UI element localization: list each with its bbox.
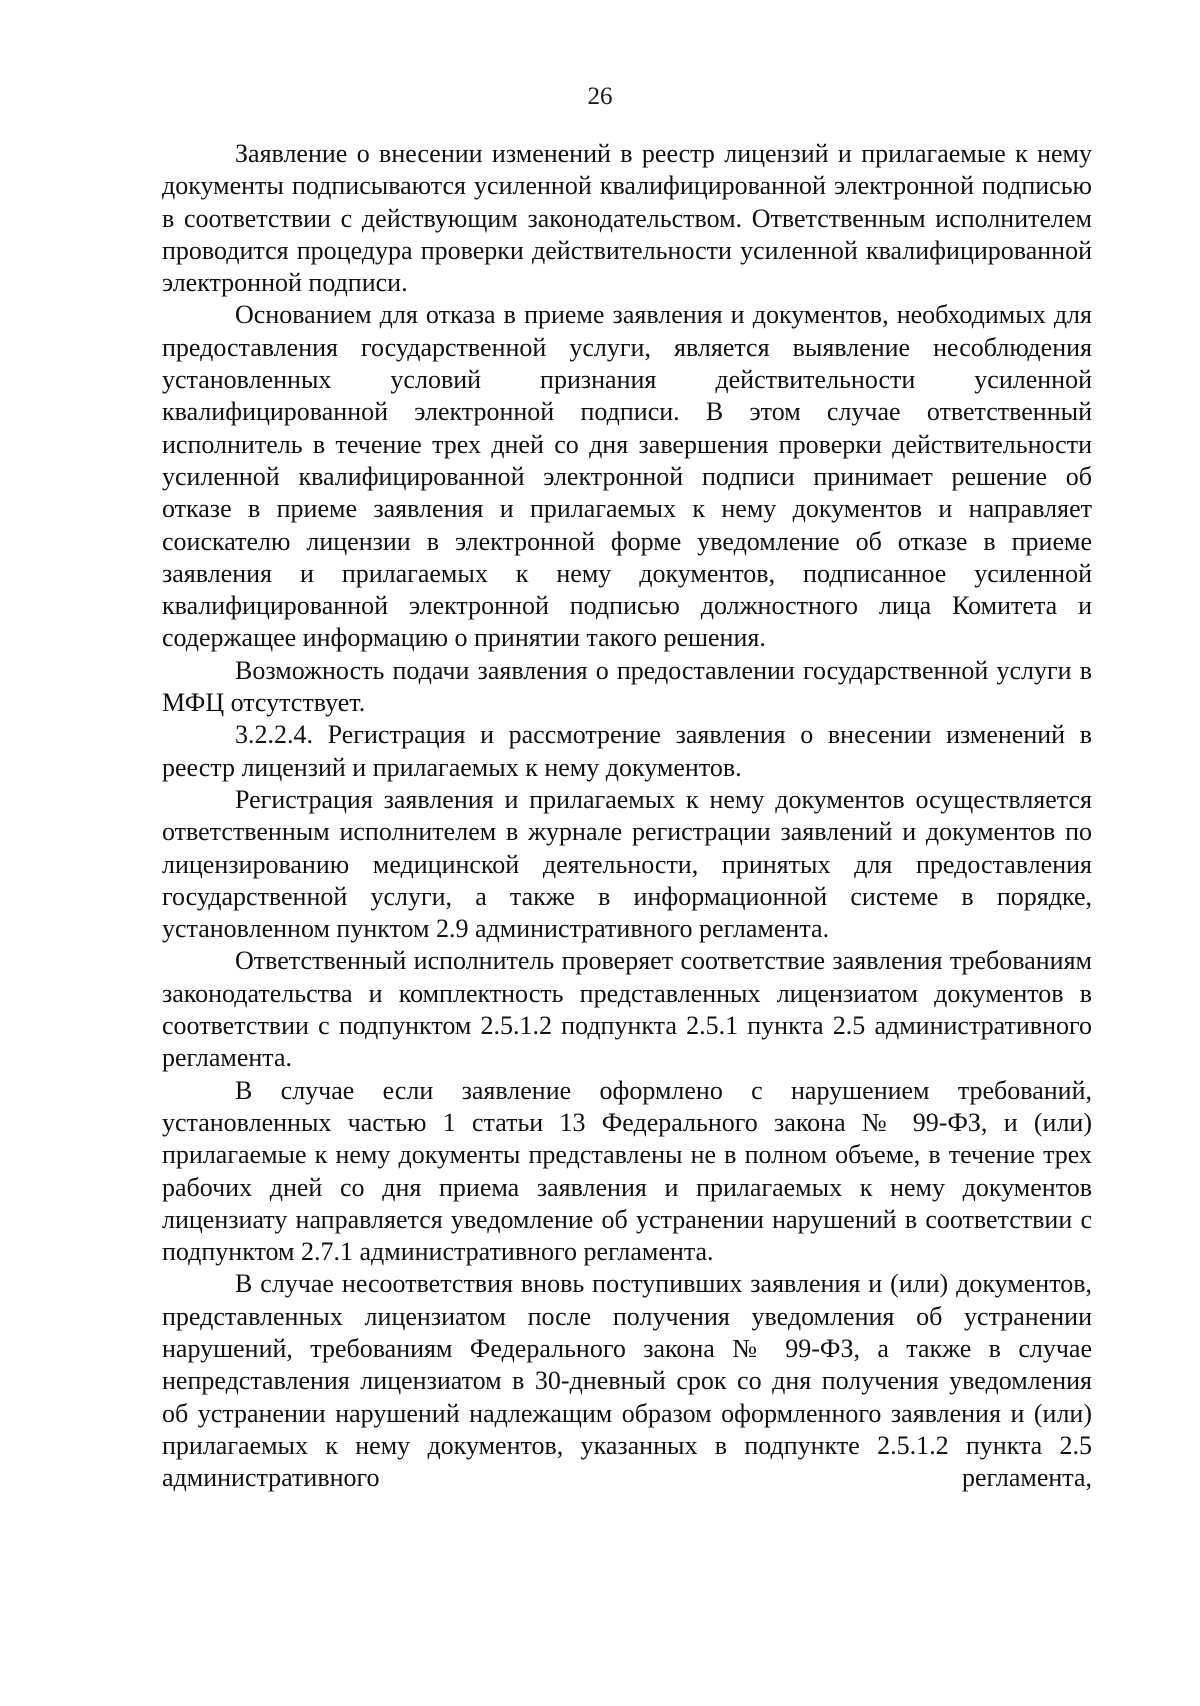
paragraph-nonconformity: В случае несоответствия вновь поступивших заявления и (или) документов, представленных лицензиатом после получения уведомления об устранении нарушений, требованиям Федерального закона № 99-ФЗ, а также в случае непредставления лицензиатом в 30-дневный срок со дня получения уведомления об устранении нарушений надлежащим образом оформленного заявления и (или) прилагаемых к нему документов, указанных в подпункте 2.5.1.2 пункта 2.5 административного регламента, bbox=[162, 1269, 1092, 1493]
paragraph-verification: Ответственный исполнитель проверяет соответствие заявления требованиям законодательства и комплектность представленных лицензиатом документов в соответствии с подпунктом 2.5.1.2 подпункта 2.5.1 пункта 2.5 административного регламента. bbox=[162, 946, 1092, 1073]
paragraph-refusal-grounds: Основанием для отказа в приеме заявления и документов, необходимых для предоставления государственной услуги, является выявление несоблюдения установленных условий признания действительности усиленной квалифицированной электронной подписи. В этом случае ответственный исполнитель в течение трех дней со дня завершения проверки действительности усиленной квалифицированной электронной подписи принимает решение об отказе в приеме заявления и прилагаемых к нему документов и направляет соискателю лицензии в электронной форме уведомление об отказе в приеме заявления и прилагаемых к нему документов, подписанное усиленной квалифицированной электронной подписью должностного лица Комитета и содержащее информацию о принятии такого решения. bbox=[162, 300, 1092, 653]
document-body bbox=[162, 138, 1092, 1494]
paragraph-signature: Заявление о внесении изменений в реестр лицензий и прилагаемые к нему документы подписываются усиленной квалифицированной электронной подписью в соответствии с действующим законодательством. Ответственным исполнителем проводится процедура проверки действительности усиленной квалифицированной электронной подписи. bbox=[162, 139, 1092, 298]
paragraph-violation-notice: В случае если заявление оформлено с нарушением требований, установленных частью 1 статьи 13 Федерального закона № 99-ФЗ, и (или) прилагаемые к нему документы представлены не в полном объеме, в течение трех рабочих дней со дня приема заявления и прилагаемых к нему документов лицензиату направляется уведомление об устранении нарушений в соответствии с подпунктом 2.7.1 административного регламента. bbox=[162, 1075, 1092, 1267]
paragraph-section-3-2-2-4: 3.2.2.4. Регистрация и рассмотрение заявления о внесении изменений в реестр лицензий и прилагаемых к нему документов. bbox=[162, 720, 1092, 782]
paragraph-registration: Регистрация заявления и прилагаемых к нему документов осуществляется ответственным исполнителем в журнале регистрации заявлений и документов по лицензированию медицинской деятельности, принятых для предоставления государственной услуги, а также в информационной системе в порядке, установленном пунктом 2.9 административного регламента. bbox=[162, 784, 1092, 944]
page-number: 26 bbox=[587, 83, 613, 110]
paragraph-mfc: Возможность подачи заявления о предоставлении государственной услуги в МФЦ отсутствует. bbox=[162, 655, 1092, 718]
